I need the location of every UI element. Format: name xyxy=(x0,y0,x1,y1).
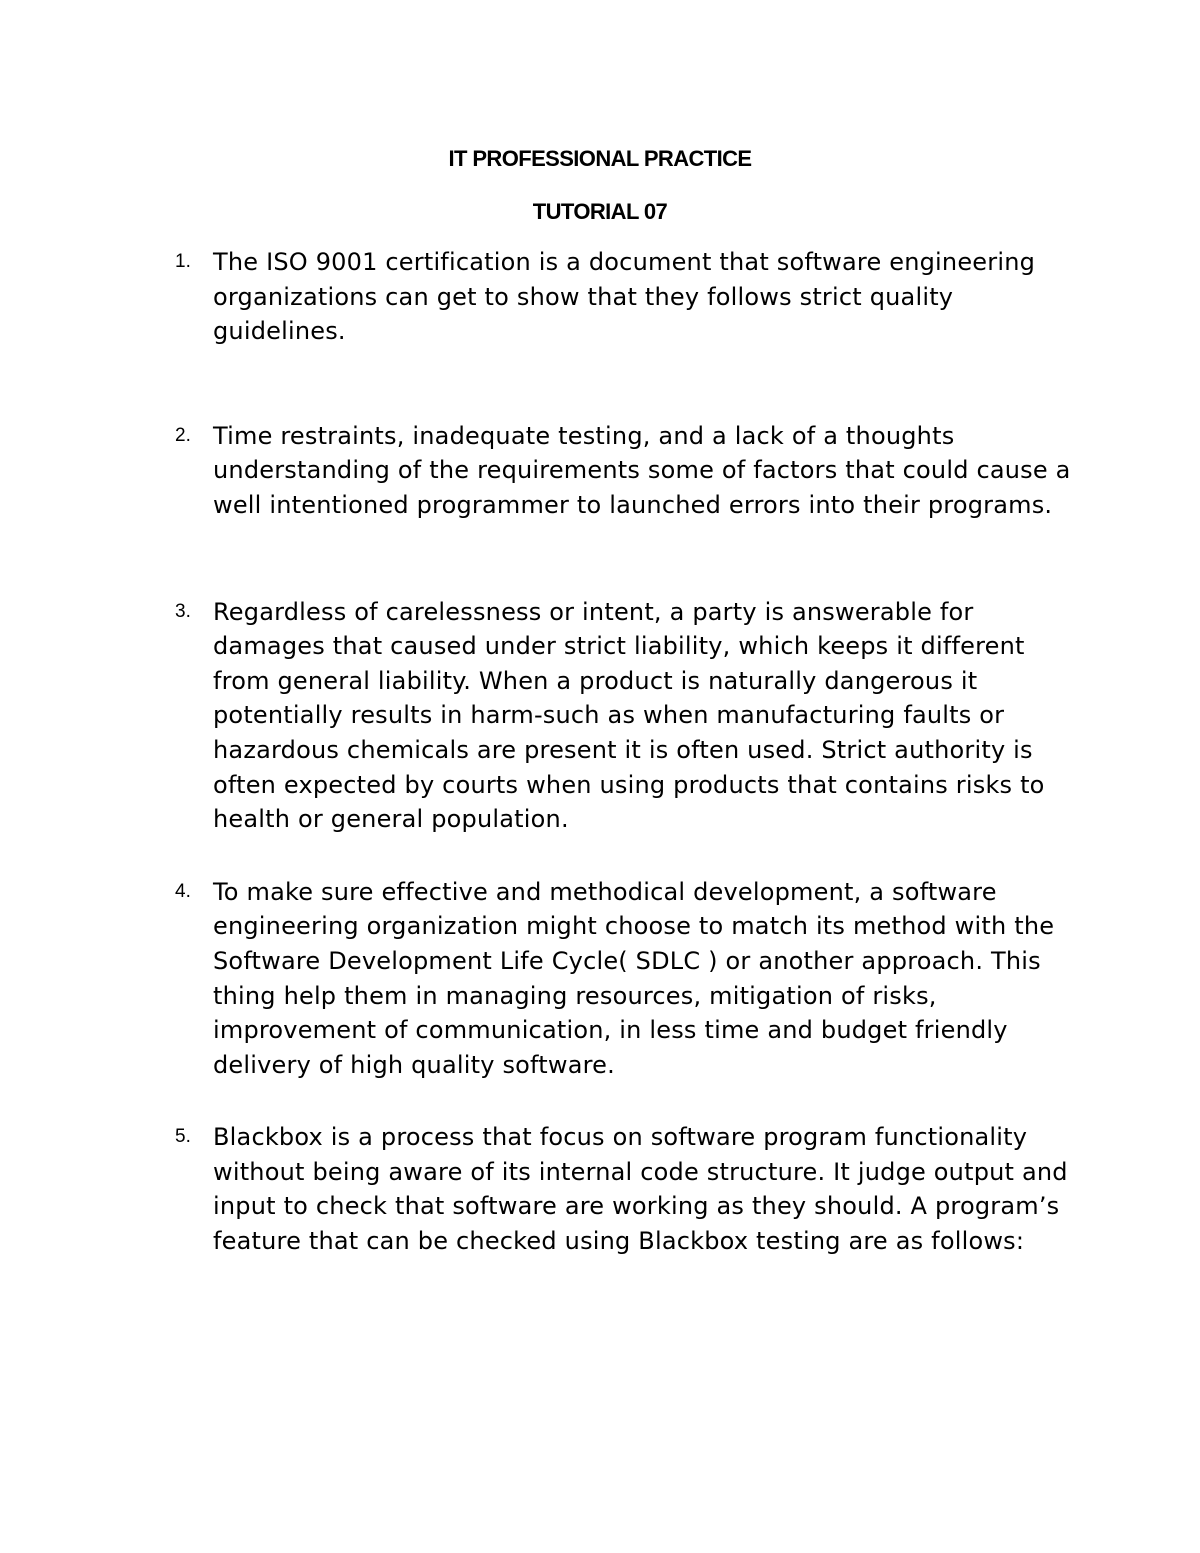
answer-list xyxy=(0,245,1200,1259)
document-subtitle: TUTORIAL 07 xyxy=(532,199,668,224)
item-number: 1. xyxy=(175,251,191,272)
item-number: 2. xyxy=(175,424,191,446)
item-text: The ISO 9001 certification is a document that software engineering organizations can get to show that they follows strict quality guidelines. xyxy=(213,248,1036,346)
item-text: To make sure effective and methodical development, a software engineering organization might choose to match its method with the Software Development Life Cycle( SDLC ) or another approach. This thing help them in managing resources, mitigation of risks, improvement of communication, in less time and budget friendly delivery of high quality software. xyxy=(213,877,1055,1079)
item-number: 3. xyxy=(175,600,191,622)
list-item xyxy=(0,419,1073,523)
list-item xyxy=(0,245,1073,349)
item-number: 5. xyxy=(175,1126,191,1148)
item-text: Blackbox is a process that focus on software program functionality without being aware of its internal code structure. It judge output and input to check that software are working as they should. A program’s feature that can be checked using Blackbox testing are as follows: xyxy=(213,1123,1068,1256)
item-text: Time restraints, inadequate testing, and a lack of a thoughts understanding of the requirements some of factors that could cause a well intentioned programmer to launched errors into their programs. xyxy=(213,421,1071,519)
item-text: Regardless of carelessness or intent, a party is answerable for damages that caused under strict liability, which keeps it different from general liability. When a product is naturally dangerous it potentially results in harm-such as when manufacturing faults or hazardous chemicals are present it is often used. Strict authority is often expected by courts when using products that contains risks to health or general population. xyxy=(213,597,1045,834)
list-item xyxy=(0,875,1073,1083)
list-item xyxy=(0,1120,1073,1258)
document-title: IT PROFESSIONAL PRACTICE xyxy=(448,146,752,171)
item-number: 4. xyxy=(175,880,191,902)
list-item xyxy=(0,595,1073,837)
